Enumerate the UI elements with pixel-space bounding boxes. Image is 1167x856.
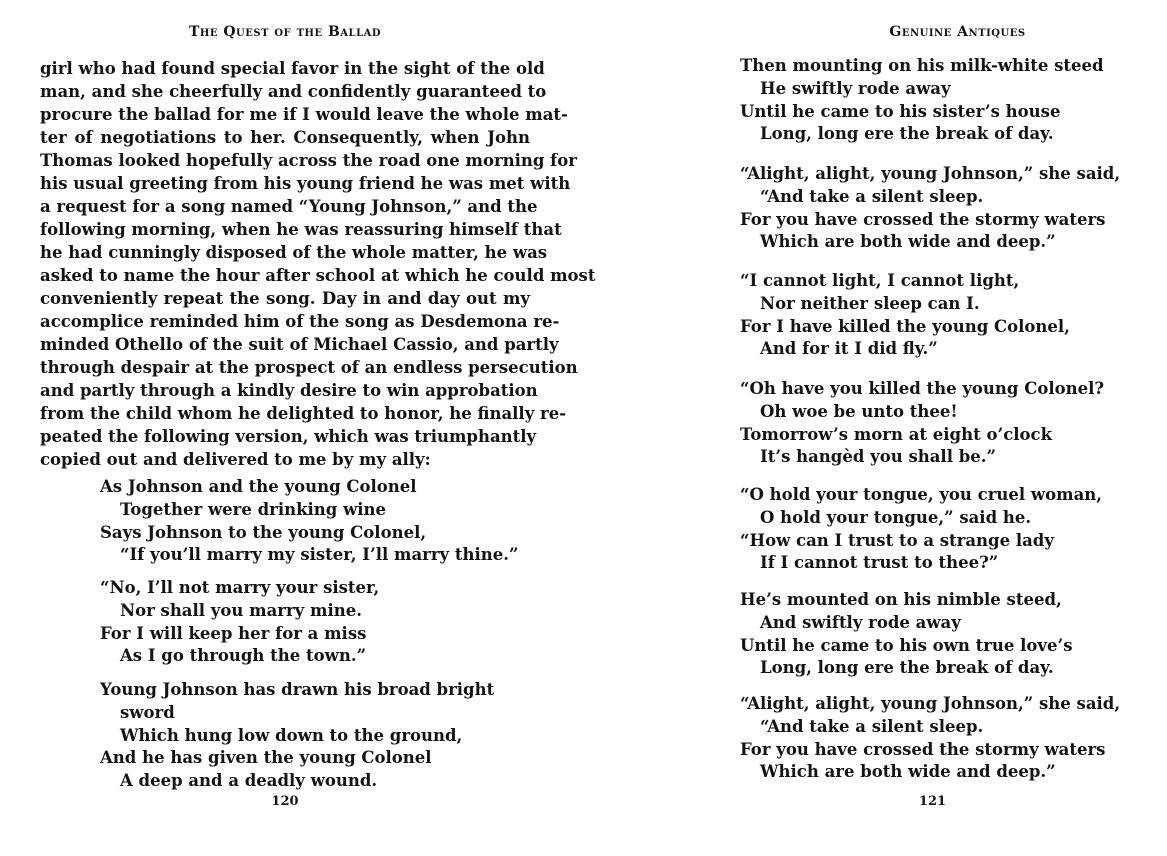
verse-line: And he has given the young Colonel <box>100 748 432 768</box>
prose-line: accomplice reminded him of the song as Desdemona re- <box>40 312 560 331</box>
prose-line: girl who had found special favor in the sight of the old <box>40 59 545 78</box>
stanza <box>740 163 1120 254</box>
prose-line: asked to name the hour after school at which he could most <box>40 266 596 285</box>
stanza <box>100 577 379 668</box>
verse-line: Long, long ere the break of day. <box>760 124 1054 144</box>
verse-line: Until he came to his sister’s house <box>740 101 1061 121</box>
verse-line: “I cannot light, I cannot light, <box>740 271 1020 290</box>
prose-line: following morning, when he was reassuring himself that <box>40 220 562 239</box>
prose-line: peated the following version, which was triumphantly <box>40 427 537 446</box>
prose-line: a request for a song named “Young Johnson,” and the <box>40 197 538 216</box>
prose-line: and partly through a kindly desire to win approbation <box>40 381 538 400</box>
page-number: 121 <box>918 794 947 809</box>
verse-line: Until he came to his own true love’s <box>740 635 1073 655</box>
verse-line: Says Johnson to the young Colonel, <box>100 522 427 542</box>
verse-line: “And take a silent sleep. <box>760 716 984 736</box>
verse-line: “O hold your tongue, you cruel woman, <box>740 485 1103 504</box>
stanza <box>100 679 494 793</box>
prose-line: his usual greeting from his young friend he was met with <box>40 174 571 193</box>
verse-line: For I will keep her for a miss <box>100 623 367 643</box>
prose-line: he had cunningly disposed of the whole matter, he was <box>40 243 548 262</box>
verse-line: Which hung low down to the ground, <box>120 725 463 745</box>
stanza <box>740 378 1104 469</box>
verse-line: Oh woe be unto thee! <box>760 401 958 421</box>
stanza <box>740 589 1073 680</box>
verse-line: He swiftly rode away <box>760 78 951 98</box>
verse-line: “Alight, alight, young Johnson,” she said, <box>740 694 1121 713</box>
verse-line: Nor neither sleep can I. <box>760 293 980 313</box>
prose-line: conveniently repeat the song. Day in and day out my <box>40 289 530 308</box>
stanza <box>740 484 1102 575</box>
verse-line: Which are both wide and deep.” <box>760 232 1056 252</box>
verse-line: And swiftly rode away <box>760 612 961 632</box>
verse-line: It’s hangèd you shall be.” <box>760 447 996 467</box>
verse-line: “Alight, alight, young Johnson,” she said, <box>740 164 1121 183</box>
prose-line: from the child whom he delighted to honor, he finally re- <box>40 404 567 423</box>
running-header: The Quest of the Ballad <box>188 24 382 40</box>
verse-line: “How can I trust to a strange lady <box>740 530 1054 550</box>
verse-line: Nor shall you marry mine. <box>120 600 362 620</box>
verse-line: Together were drinking wine <box>120 499 387 519</box>
prose-paragraph <box>40 57 596 471</box>
verse-line: sword <box>120 702 175 722</box>
verse-line: “Oh have you killed the young Colonel? <box>740 379 1105 398</box>
prose-line: copied out and delivered to me by my ally: <box>40 450 431 469</box>
prose-line: through despair at the prospect of an endless persecution <box>40 358 578 377</box>
prose-line: Thomas looked hopefully across the road one morning for <box>40 151 577 170</box>
prose-line: procure the ballad for me if I would leave the whole mat- <box>40 105 568 124</box>
stanza <box>100 476 519 567</box>
prose-line: ter of negotiations to her. Consequently, when John <box>40 128 530 147</box>
right-page <box>735 0 1130 856</box>
verse-line: O hold your tongue,” said he. <box>760 507 1032 527</box>
verse-line: Young Johnson has drawn his broad bright <box>100 680 495 699</box>
stanza <box>740 55 1104 146</box>
verse-line: Which are both wide and deep.” <box>760 762 1056 782</box>
verse-line: Tomorrow’s morn at eight o’clock <box>740 424 1053 444</box>
verse-line: As I go through the town.” <box>120 646 367 666</box>
verse-line: If I cannot trust to thee?” <box>760 553 999 573</box>
verse-line: As Johnson and the young Colonel <box>100 477 417 496</box>
verse-line: For you have crossed the stormy waters <box>740 209 1106 229</box>
verse-line: “If you’ll marry my sister, I’ll marry thine.” <box>120 545 519 565</box>
left-page <box>40 0 596 856</box>
verse-line: He’s mounted on his nimble steed, <box>740 590 1062 609</box>
stanza <box>740 693 1120 784</box>
verse-line: “And take a silent sleep. <box>760 186 984 206</box>
verse-line: A deep and a deadly wound. <box>120 771 378 791</box>
verse-line: For you have crossed the stormy waters <box>740 739 1106 759</box>
running-header: Genuine Antiques <box>889 24 1026 40</box>
stanza <box>740 270 1070 361</box>
verse-line: Long, long ere the break of day. <box>760 658 1054 678</box>
verse-line: And for it I did fly.” <box>760 339 938 359</box>
page-number: 120 <box>271 794 299 809</box>
prose-line: minded Othello of the suit of Michael Cassio, and partly <box>40 335 559 354</box>
prose-line: man, and she cheerfully and confidently guaranteed to <box>40 82 547 101</box>
verse-line: For I have killed the young Colonel, <box>740 316 1070 336</box>
verse-line: Then mounting on his milk-white steed <box>740 56 1104 75</box>
verse-line: “No, I’ll not marry your sister, <box>100 578 380 597</box>
